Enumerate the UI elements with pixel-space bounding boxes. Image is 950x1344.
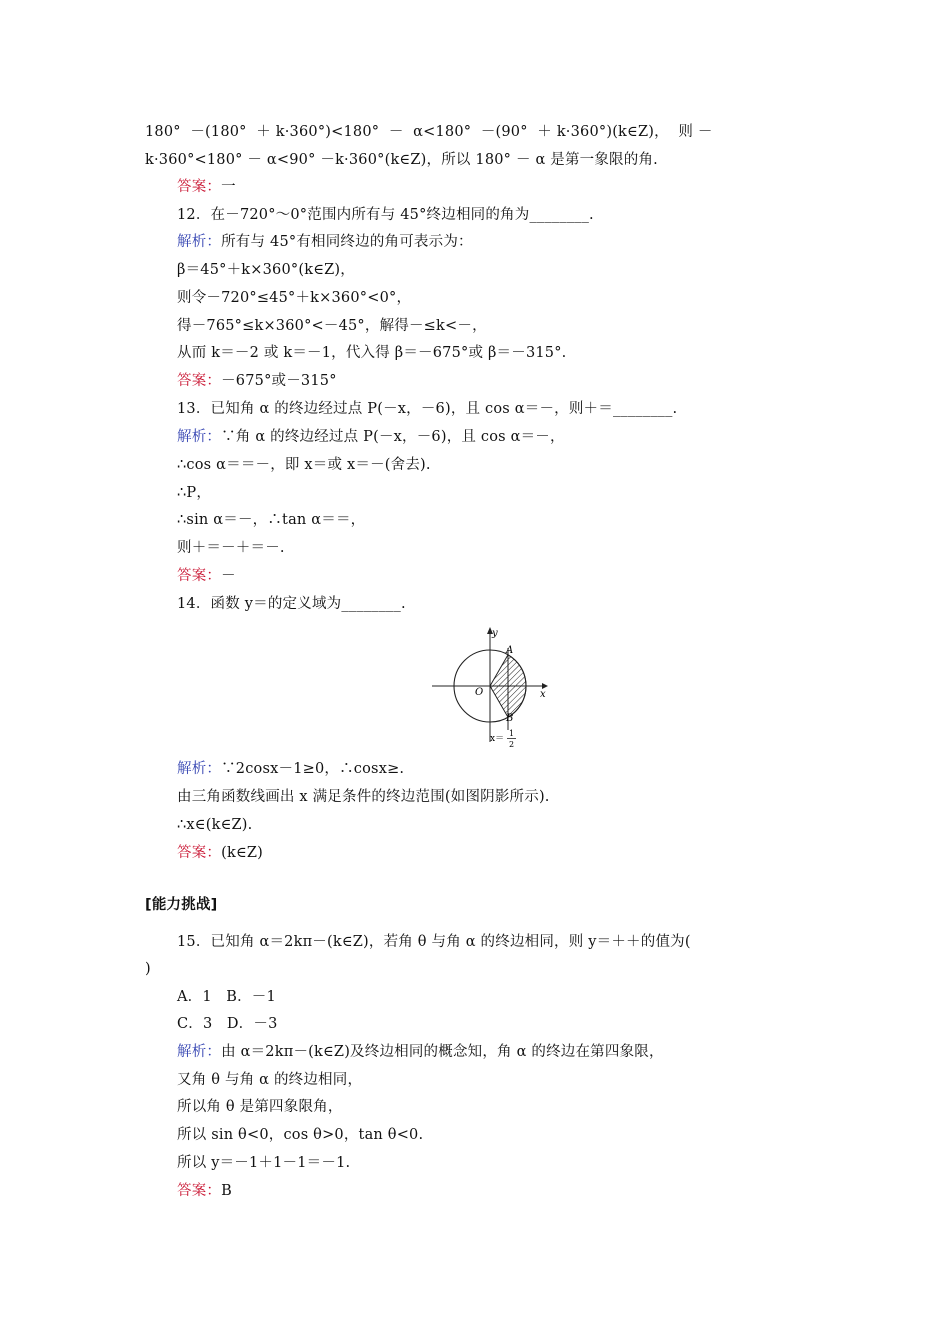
text-line: ∴sin α＝－，∴tan α＝＝， [177, 512, 366, 528]
question-14: 14．函数 y＝的定义域为________. [177, 596, 406, 612]
question-12: 12．在－720°～0°范围内所有与 45°终边相同的角为________. [177, 207, 594, 223]
fraction-numerator: 1 [509, 729, 515, 738]
text-line: 得－765°≤k×360°<－45°，解得－≤k<－， [177, 318, 487, 334]
text-line: ∴P， [177, 485, 212, 501]
option-line: C．3 D．－3 [177, 1016, 278, 1032]
text-line: 所以 y＝－1＋1－1＝－1. [177, 1155, 351, 1171]
y-axis-label: y [492, 628, 498, 639]
answer-label: 答案： [177, 568, 222, 584]
answer-text: B [221, 1183, 232, 1199]
answer-line [177, 177, 236, 197]
text-line: 所以角 θ 是第四象限角， [177, 1099, 343, 1115]
point-b-label: B [506, 713, 514, 724]
answer-label: 答案： [177, 845, 222, 861]
text-line: 又角 θ 与角 α 的终边相同， [177, 1072, 363, 1088]
unit-circle-figure [430, 624, 554, 754]
analysis-line [177, 1042, 664, 1062]
question-15: 15．已知角 α＝2kπ－(k∈Z)，若角 θ 与角 α 的终边相同，则 y＝＋＋的值为( [177, 934, 691, 950]
text-line: 则＋＝－＋＝－. [177, 540, 285, 556]
answer-text: －675°或－315° [221, 373, 337, 389]
analysis-label: 解析： [177, 429, 222, 445]
answer-label: 答案： [177, 1183, 222, 1199]
text-line: ∴x∈(k∈Z). [177, 817, 253, 833]
analysis-label: 解析： [177, 234, 222, 250]
answer-label: 答案： [177, 179, 222, 195]
answer-line [177, 843, 263, 863]
answer-text: － [221, 568, 236, 584]
answer-label: 答案： [177, 373, 222, 389]
analysis-line [177, 427, 565, 447]
analysis-text: ∵2cosx－1≥0，∴cosx≥. [221, 761, 405, 777]
line-label: x＝ [490, 734, 505, 744]
option-line: A．1 B．－1 [177, 989, 276, 1005]
origin-label: O [475, 687, 484, 698]
text-line: ) [145, 961, 151, 977]
question-13: 13．已知角 α 的终边经过点 P(－x，－6)，且 cos α＝－，则＋＝________. [177, 401, 678, 417]
text-line: ∴cos α＝＝－，即 x＝或 x＝－(舍去). [177, 457, 431, 473]
text-line: 所以 sin θ<0，cos θ>0，tan θ<0. [177, 1127, 424, 1143]
analysis-label: 解析： [177, 761, 222, 777]
text-line: k·360°<180° － α<90° －k·360°(k∈Z)，所以 180° － α 是第一象限的角. [145, 152, 658, 168]
fraction-denominator: 2 [509, 740, 515, 749]
point-a-label: A [506, 645, 514, 656]
text-line: 则令－720°≤45°＋k×360°<0°， [177, 290, 412, 306]
analysis-text: 由 α＝2kπ－(k∈Z)及终边相同的概念知，角 α 的终边在第四象限， [221, 1044, 664, 1060]
analysis-label: 解析： [177, 1044, 222, 1060]
answer-line [177, 566, 236, 586]
analysis-line [177, 759, 404, 779]
text-line: 由三角函数线画出 x 满足条件的终边范围(如图阴影所示). [177, 789, 550, 805]
analysis-line [177, 232, 473, 252]
answer-text: 一 [221, 179, 236, 195]
answer-line [177, 1181, 232, 1201]
text-line: 180° －(180° ＋ k·360°)<180° － α<180° －(90° ＋ k·360°)(k∈Z)， 则 － [145, 124, 713, 140]
x-axis-label: x [540, 689, 546, 700]
answer-line [177, 371, 337, 391]
analysis-text: ∵角 α 的终边经过点 P(－x，－6)，且 cos α＝－， [221, 429, 565, 445]
analysis-text: 所有与 45°有相同终边的角可表示为： [221, 234, 473, 250]
text-line: β＝45°＋k×360°(k∈Z)， [177, 262, 355, 278]
answer-text: (k∈Z) [221, 845, 264, 861]
text-line: 从而 k＝－2 或 k＝－1，代入得 β＝－675°或 β＝－315°. [177, 345, 567, 361]
section-heading: [能力挑战] [145, 897, 218, 913]
